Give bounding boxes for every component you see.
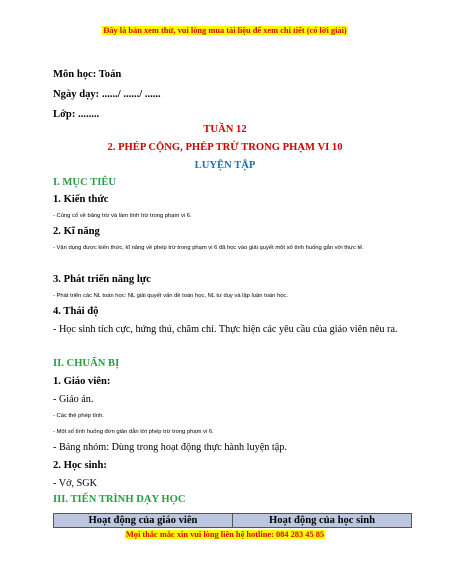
week-title: TUẦN 12 — [203, 124, 247, 135]
skills-item: - Vận dụng được kiến thức, kĩ năng về phép trừ trong phạm vi 6 đã học vào giải quyết một số tình huống gắn với thực tế. — [53, 245, 364, 251]
subject-line: Môn học: Toán — [53, 69, 122, 80]
student-item: - Vở, SGK — [53, 478, 97, 489]
skills-title: 2. Kĩ năng — [53, 226, 100, 237]
student-activity-header: Hoạt động của học sinh — [233, 514, 412, 528]
teacher-item-group-board: - Bảng nhóm: Dùng trong hoạt động thực hành luyện tập. — [53, 442, 287, 453]
competence-item: - Phát triển các NL toán học: NL giải quyết vấn đề toán học, NL tư duy và lập luận toán học. — [53, 293, 288, 299]
activity-table — [53, 513, 412, 528]
objectives-heading: I. MỤC TIÊU — [53, 177, 117, 188]
knowledge-title: 1. Kiến thức — [53, 194, 109, 205]
practice-title: LUYỆN TẬP — [194, 160, 256, 171]
teacher-item-cards: - Các thẻ phép tính. — [53, 413, 104, 419]
activity-table-header-row — [54, 514, 412, 528]
teacher-item-lesson-plan: - Giáo án. — [53, 394, 94, 405]
competence-title: 3. Phát triển năng lực — [53, 274, 151, 285]
attitude-item: - Học sinh tích cực, hứng thú, chăm chỉ. Thực hiện các yêu cầu của giáo viên nêu ra. — [53, 324, 398, 335]
top-banner-text: Đây là bản xem thử, vui lòng mua tài liệu để xem chi tiết (có lời giải) — [103, 26, 347, 35]
date-line: Ngày dạy: ....../ ....../ ...... — [53, 89, 161, 100]
process-heading: III. TIẾN TRÌNH DẠY HỌC — [53, 494, 186, 505]
teacher-item-situations: - Một số tình huống đơn giản dẫn tới phép trừ trong phạm vi 6. — [53, 429, 214, 435]
knowledge-item: - Củng cố về bảng trừ và làm tính trừ trong phạm vi 6. — [53, 213, 192, 219]
lesson-title: 2. PHÉP CỘNG, PHÉP TRỪ TRONG PHẠM VI 10 — [107, 142, 343, 153]
preparation-heading: II. CHUẨN BỊ — [53, 358, 120, 369]
student-title: 2. Học sinh: — [53, 460, 107, 471]
teacher-title: 1. Giáo viên: — [53, 376, 111, 387]
class-line: Lớp: ........ — [53, 109, 100, 120]
bottom-banner — [0, 530, 450, 539]
teacher-activity-header: Hoạt động của giáo viên — [54, 514, 233, 528]
bottom-banner-text: Mọi thắc mắc xin vui lòng liên hệ hotline: 084 283 45 85 — [125, 530, 325, 539]
attitude-title: 4. Thái độ — [53, 306, 99, 317]
top-banner — [0, 26, 450, 35]
